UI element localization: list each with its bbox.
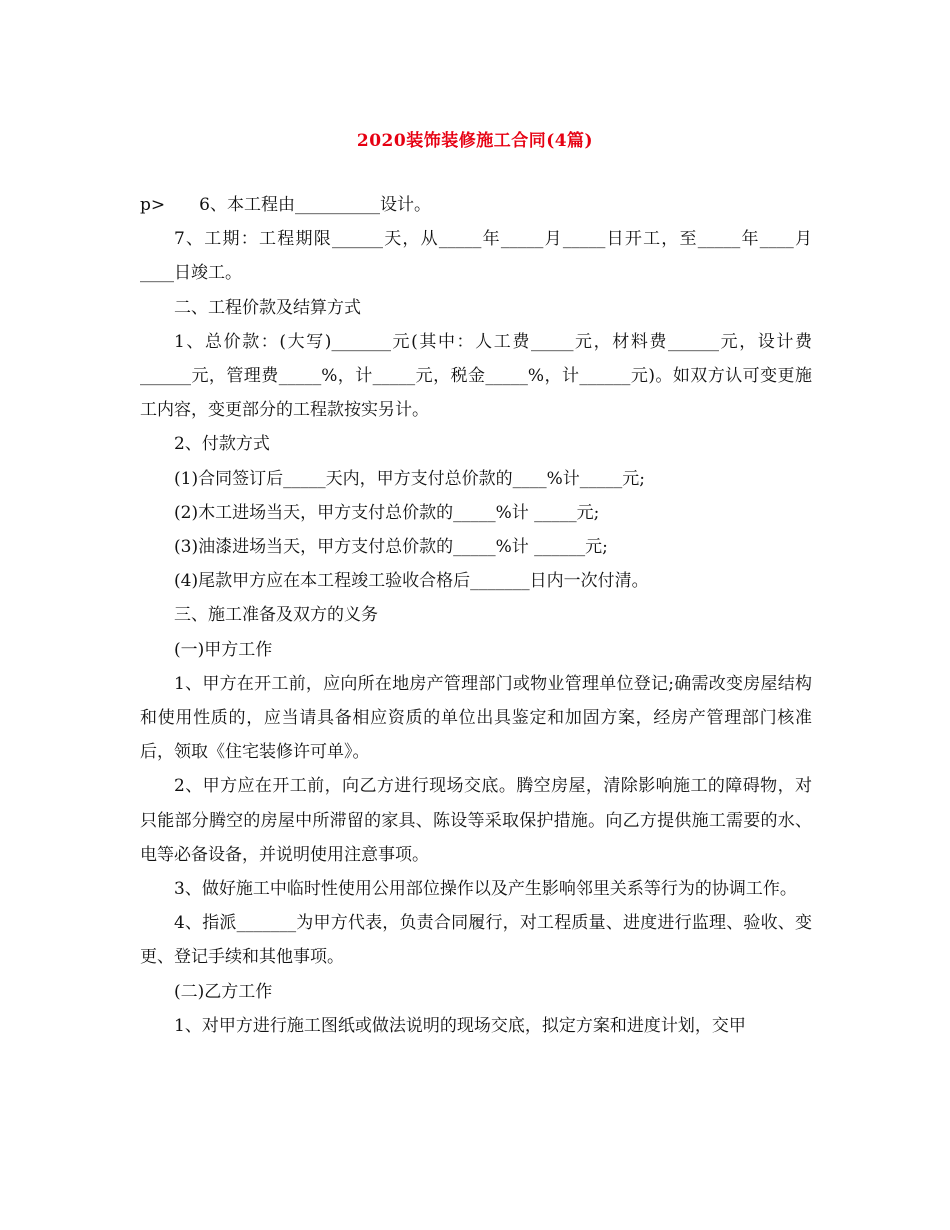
subsection-heading: (一)甲方工作 [174,639,273,660]
document-title: 2020装饰装修施工合同(4篇) [356,131,594,151]
document-body [140,188,812,1043]
paragraph: 1、甲方在开工前，应向所在地房产管理部门或物业管理单位登记;确需改变房屋结构和使用性质的，应当请具备相应资质的单位出具鉴定和加固方案，经房产管理部门核准后，领取《住宅装修许可单》。 [140,673,812,763]
paragraph: (4)尾款甲方应在本工程竣工验收合格后_______日内一次付清。 [174,571,649,592]
paragraph: (1)合同签订后_____天内，甲方支付总价款的____%计_____元; [174,468,645,489]
section-heading: 三、施工准备及双方的义务 [174,605,378,626]
paragraph: 2、付款方式 [174,434,270,455]
paragraph: (2)木工进场当天，甲方支付总价款的_____%计 _____元; [174,502,600,523]
paragraph: p> 6、本工程由__________设计。 [140,195,431,215]
paragraph: 4、指派_______为甲方代表，负责合同履行，对工程质量、进度进行监理、验收、变更、登记手续和其他事项。 [140,913,812,968]
paragraph: 7、工期：工程期限______天，从_____年_____月_____日开工，至_____年____月____日竣工。 [140,229,812,284]
paragraph: 3、做好施工中临时性使用公用部位操作以及产生影响邻里关系等行为的协调工作。 [174,879,797,900]
section-heading: 二、工程价款及结算方式 [174,297,361,318]
paragraph: (3)油漆进场当天，甲方支付总价款的_____%计 ______元; [174,537,608,558]
subsection-heading: (二)乙方工作 [174,981,273,1002]
paragraph: 1、对甲方进行施工图纸或做法说明的现场交底，拟定方案和进度计划，交甲 [174,1015,746,1036]
paragraph: 2、甲方应在开工前，向乙方进行现场交底。腾空房屋，清除影响施工的障碍物，对只能部分腾空的房屋中所滞留的家具、陈设等采取保护措施。向乙方提供施工需要的水、电等必备设备，并说明使用注意事项。 [140,776,812,865]
paragraph: 1、总价款：(大写)_______元(其中：人工费_____元，材料费______元，设计费 ______元，管理费_____%，计_____元，税金_____%，计______元)。如双方认可变更施工内容，变更部分的工程款按实另计。 [140,331,812,421]
